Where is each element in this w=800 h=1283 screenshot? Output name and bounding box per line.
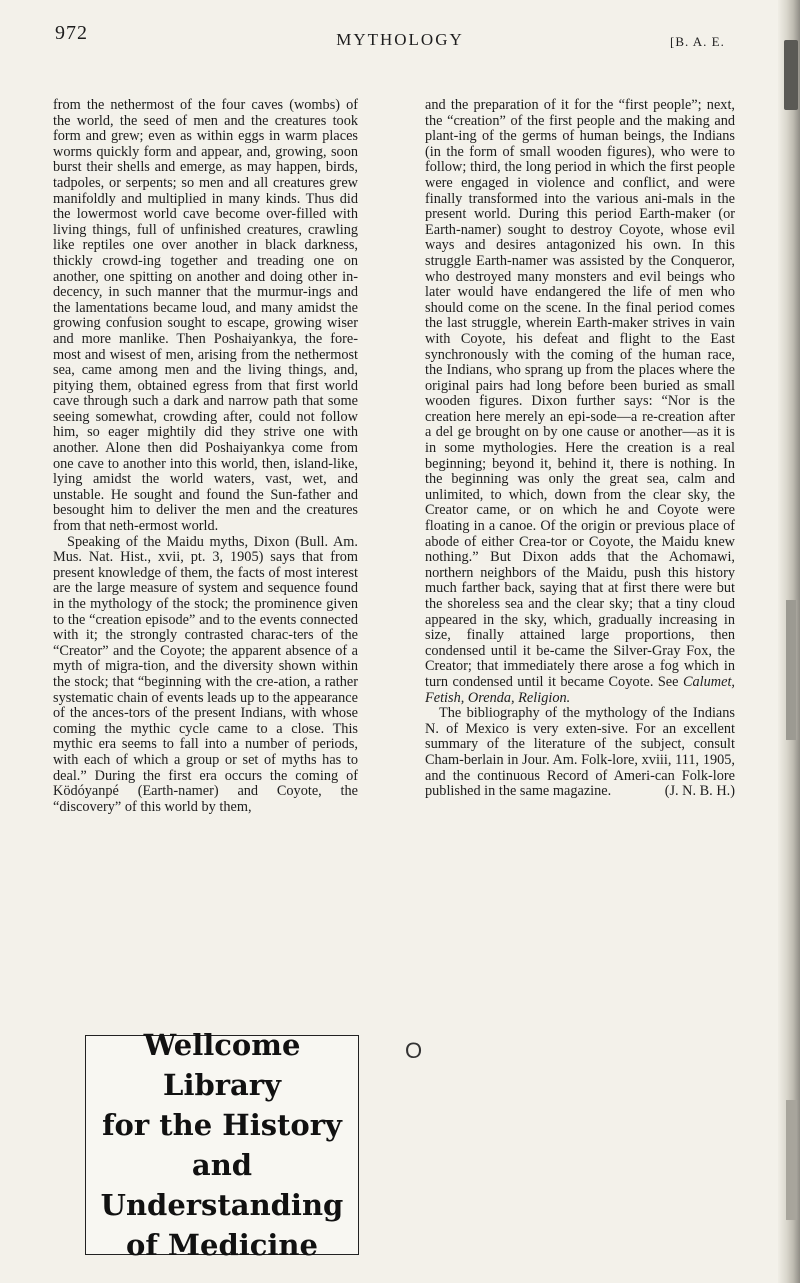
author-signature: (J. N. B. H.) [664, 783, 735, 800]
library-stamp-line-4: of Medicine [126, 1228, 318, 1262]
cross-reference: Calumet, Fetish, Orenda, Religion. [425, 673, 735, 706]
page-number: 972 [55, 22, 88, 44]
left-paragraph-1: from the nethermost of the four caves (wombs) of the world, the seed of men and the creatures took form and grew; even as within eggs in warm places worms quickly form and appear, and, growing, soon burst their shells and emerge, as may happen, birds, tadpoles, or serpents; so men and all creatures grew manifoldly and multiplied in many kinds. Thus did the lowermost world cave become over-filled with living things, full of unfinished creatures, crawling like reptiles one over another in black darkness, thickly crowd-ing together and treading one on another, one spitting on another and doing other in-decency, in such manner that the murmur-ings and the lamentations became loud, and many amidst the growing confusion sought to escape, growing wiser and more manlike. Then Poshaiyankya, the fore-most and wisest of men, arising from the nethermost sea, came among men and the living things, and, pitying them, obtained egress from that first world cave through such a dark and narrow path that some seeing somewhat, crowding after, could not follow him, so eager mightily did they strive one with another. Alone then did Poshaiyankya come from one cave to another into this world, then, island-like, lying amidst the world waters, vast, wet, and unstable. He sought and found the Sun-father and besought him to deliver the men and the creatures from that neth-ermost world. [53, 97, 358, 535]
edge-tab-bottom [786, 1100, 796, 1220]
library-stamp-line-2: for the History [102, 1108, 342, 1142]
page-edge-strip [778, 0, 800, 1283]
library-stamp-line-1: Wellcome Library [143, 1028, 301, 1102]
right-paragraph-2-text: The bibliography of the mythology of the Indians N. of Mexico is very exten-sive. For an excellent summary of the literature of the subject, consult Cham-berlain in Jour. Am. Folk-lore, xviii, 111, 1905, and the continuous Record of Ameri-can Folk-lore published in the same magazine. [425, 705, 735, 800]
right-paragraph-1-text: and the preparation of it for the “first people”; next, the “creation” of the first people and the making and plant-ing of the germs of human beings, the Indians (in the form of small wooden figures), who were to follow; third, the long period in which the first people were engaged in violence and conflict, and were finally transformed into the various ani-mals in the present world. During this period Earth-maker (or Earth-namer) sought to destroy Coyote, whose evil ways and desires antagonized his own. In this struggle Earth-namer was assisted by the Conqueror, who destroyed many monsters and evil beings who later would have endangered the life of men who should come on the scene. In the final period comes the last struggle, wherein Earth-maker strives in vain with Coyote, his defeat and flight to the East synchronously with the coming of the human race, the Indians, who sprang up from the places where the original pairs had long before been buried as small wooden figures. Dixon further says: “Nor is the creation here merely an epi-sode—a re-creation after a del ge brought on by one cause or another—as it is in some mythologies. Here the creation is a real beginning; beyond it, behind it, there is nothing. In the beginning was only the great sea, calm and unlimited, to which, down from the clear sky, the Creator came, or on which he and Coyote were floating in a canoe. Of the origin or previous place of abode of either Crea-tor or Coyote, the Maidu knew nothing.” But Dixon adds that the Achomawi, northern neighbors of the Maidu, push this history much farther back, saying that at first there were but the shoreless sea and the clear sky; that a tiny cloud appeared in the sky, which, gradually increasing in size, finally attained large proportions, then condensed until it be-came the Silver-Gray Fox, the Creator; that immediately there arose a fog which in turn condensed until it became Coyote. See [425, 97, 735, 690]
running-title: MYTHOLOGY [336, 30, 464, 49]
page-header [0, 22, 800, 62]
library-stamp [85, 1028, 359, 1262]
right-column [425, 98, 735, 800]
right-paragraph-1 [425, 98, 735, 706]
left-paragraph-2: Speaking of the Maidu myths, Dixon (Bull. Am. Mus. Nat. Hist., xvii, pt. 3, 1905) says that from present knowledge of them, the facts of most interest are the large measure of system and sequence found in the mythology of the stock; the prominence given to the “creation episode” and to the events connected with it; the strongly contrasted charac-ters of the “Creator” and the Coyote; the apparent absence of a myth of migra-tion, and the diversity shown within the stock; that “beginning with the cre-ation, a rather systematic chain of events leads up to the appearance of the ances-tors of the present Indians, with whose coming the mythic cycle came to a close. This mythic era seems to fall into a number of periods, with each of which a group or set of myths has to deal.” During the first era occurs the coming of Ködóyanpé (Earth-namer) and Coyote, the “discovery” of this world by them, [53, 533, 358, 815]
left-column [53, 98, 358, 815]
library-stamp-line-3: and Understanding [100, 1148, 344, 1222]
right-paragraph-2 [425, 706, 735, 800]
edge-tab-top [784, 40, 798, 110]
edge-tab-middle [786, 600, 796, 740]
section-code: [B. A. E. [670, 34, 725, 49]
page-marker: O [405, 1038, 423, 1063]
